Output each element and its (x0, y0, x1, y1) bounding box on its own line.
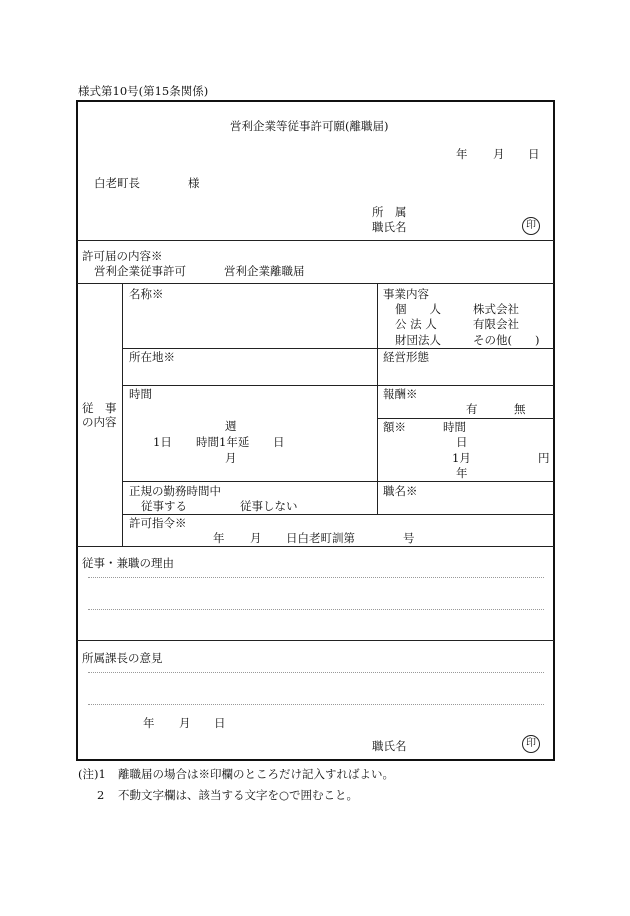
permit-order-day-prefix: 日白老町訓第 (286, 531, 355, 545)
note-prefix: (注)1 (78, 767, 106, 781)
supervisor-name-label: 職氏名 (372, 739, 407, 753)
divider (123, 481, 554, 482)
seal-icon[interactable]: 印 (522, 217, 540, 235)
addressee-name: 白老町長 (94, 176, 140, 190)
divider (77, 240, 554, 241)
business-type-option[interactable]: 公 法 人 (395, 317, 437, 331)
engagement-side-label: の内容 (82, 415, 117, 429)
amount-year[interactable]: 年 (456, 466, 468, 480)
option-permit[interactable]: 営利企業従事許可 (94, 264, 186, 278)
divider (123, 385, 554, 386)
permit-order-year[interactable]: 年 (213, 531, 225, 545)
option-resign[interactable]: 営利企業離職届 (224, 264, 305, 278)
business-type-option[interactable]: 財団法人 (395, 333, 441, 347)
permit-order-month[interactable]: 月 (250, 531, 262, 545)
time-day[interactable]: 1日 (153, 435, 172, 449)
regular-hours-label: 正規の勤務時間中 (129, 484, 221, 498)
date-month[interactable]: 月 (493, 147, 505, 161)
position-label: 職名※ (383, 484, 418, 498)
amount-hours[interactable]: 時間 (443, 420, 466, 434)
location-label: 所在地※ (129, 350, 175, 364)
amount-label: 額※ (383, 420, 406, 434)
divider (77, 546, 554, 547)
business-content-label: 事業内容 (383, 287, 429, 301)
permit-order-number[interactable]: 号 (403, 531, 415, 545)
company-name-label: 名称※ (129, 287, 164, 301)
form-number: 様式第10号(第15条関係) (78, 84, 209, 98)
writing-line (88, 672, 544, 673)
divider (123, 514, 554, 515)
business-type-option[interactable]: その他( ) (473, 333, 540, 347)
divider (77, 283, 554, 284)
permit-content-label: 許可届の内容※ (82, 249, 163, 263)
business-type-option[interactable]: 有限会社 (473, 317, 519, 331)
note-1: 離職届の場合は※印欄のところだけ記入すればよい。 (118, 767, 394, 781)
compensation-yes[interactable]: 有 (466, 402, 478, 416)
affiliation-label: 所 属 (372, 205, 407, 219)
time-days[interactable]: 日 (273, 435, 285, 449)
engagement-side-label: 従 事 (82, 401, 117, 415)
amount-yen: 円 (538, 451, 550, 465)
compensation-no[interactable]: 無 (514, 402, 526, 416)
writing-line (88, 704, 544, 705)
addressee-honorific: 様 (188, 176, 200, 190)
note-number: 2 (97, 788, 105, 802)
time-hours-extension[interactable]: 時間1年延 (196, 435, 250, 449)
time-week[interactable]: 週 (225, 419, 237, 433)
form-title: 営利企業等従事許可願(離職届) (230, 119, 389, 133)
divider (377, 283, 378, 514)
writing-line (88, 577, 544, 578)
amount-month[interactable]: 1月 (452, 451, 471, 465)
supervisor-date-year[interactable]: 年 (143, 716, 155, 730)
date-day[interactable]: 日 (528, 147, 540, 161)
amount-day[interactable]: 日 (456, 435, 468, 449)
divider (122, 283, 123, 546)
supervisor-opinion-label: 所属課長の意見 (82, 651, 163, 665)
divider (77, 640, 554, 641)
seal-icon[interactable]: 印 (522, 735, 540, 753)
permit-order-label: 許可指令※ (129, 516, 187, 530)
time-label: 時間 (129, 387, 152, 401)
supervisor-date-day[interactable]: 日 (214, 716, 226, 730)
divider (123, 348, 554, 349)
supervisor-date-month[interactable]: 月 (179, 716, 191, 730)
engage-no-option[interactable]: 従事しない (240, 499, 298, 513)
time-month[interactable]: 月 (225, 451, 237, 465)
writing-line (88, 609, 544, 610)
reason-label: 従事・兼職の理由 (82, 556, 174, 570)
business-type-option[interactable]: 株式会社 (473, 302, 519, 316)
engage-yes-option[interactable]: 従事する (141, 499, 187, 513)
date-year[interactable]: 年 (456, 147, 468, 161)
applicant-name-label: 職氏名 (372, 220, 407, 234)
business-type-option[interactable]: 個 人 (395, 302, 441, 316)
management-form-label: 経営形態 (383, 350, 429, 364)
compensation-label: 報酬※ (383, 387, 418, 401)
divider (377, 418, 554, 419)
note-2: 不動文字欄は、該当する文字を○で囲むこと。 (118, 788, 359, 802)
